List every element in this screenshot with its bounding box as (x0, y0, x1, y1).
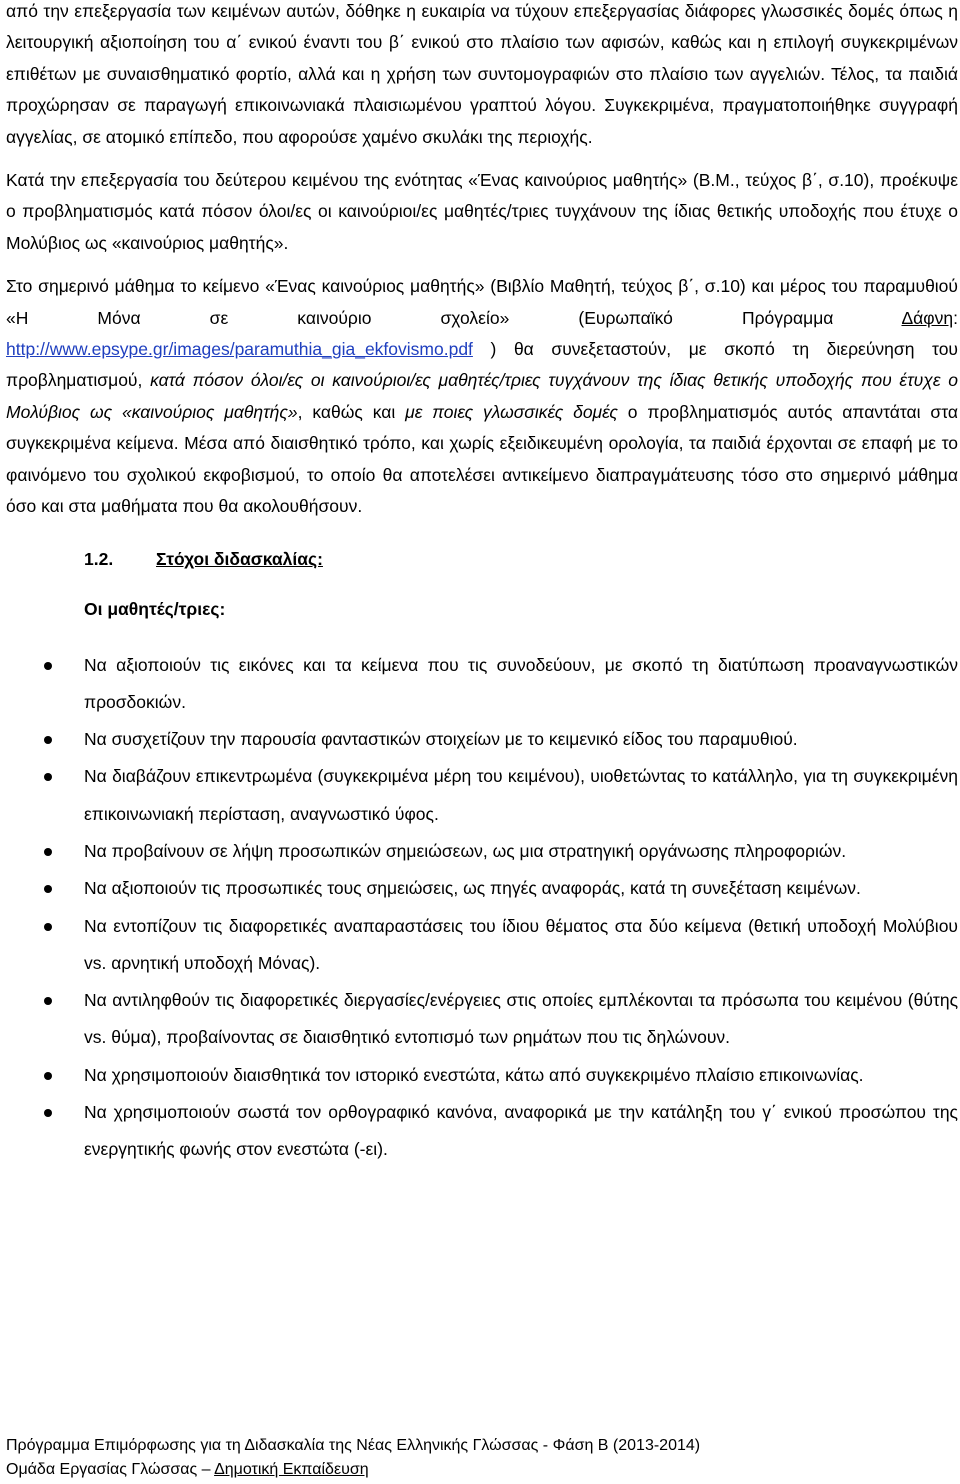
list-item (6, 758, 958, 833)
text-run: , καθώς και (297, 401, 406, 422)
spacer (6, 153, 958, 165)
bullet-icon (44, 848, 52, 856)
bullet-icon (44, 1109, 52, 1117)
bullet-icon (44, 885, 52, 893)
goals-list (6, 647, 958, 1169)
list-item (6, 1057, 958, 1094)
dafni-text: Δάφνη (901, 307, 954, 328)
bullet-icon (44, 736, 52, 744)
goal-text: Να διαβάζουν επικεντρωμένα (συγκεκριμένα μέρη του κειμένου), υιοθετώντας το κατάλληλο, για τη συγκεκριμένη επικοινωνιακή περίσταση, αναγνωστικό ύφος. (84, 766, 958, 824)
bullet-icon (44, 1072, 52, 1080)
spacer (6, 259, 958, 271)
paragraph-second-text: Κατά την επεξεργασία του δεύτερου κειμένου της ενότητας «Ένας καινούριος μαθητής» (Β.Μ., τεύχος β΄, σ.10), προέκυψε ο προβληματισμός κατά πόσον όλοι/ες οι καινούριοι/ες μαθητές/τριες τυγχάνουν της ίδιας θετικής υποδοχής που έτυχε ο Μολύβιος ως «καινούριος μαθητής». (6, 170, 958, 253)
footer-team (6, 1458, 700, 1482)
goal-text: Να χρησιμοποιούν σωστά τον ορθογραφικό κανόνα, αναφορικά με την κατάληξη του γ΄ ενικού προσώπου της ενεργητικής φωνής στον ενεστώτα (-ει). (84, 1102, 958, 1160)
text-run: ) θα συνεξεταστούν, με σκοπό τη διερεύνηση του προβληματισμού, (6, 339, 958, 391)
goal-text: Να αξιοποιούν τις προσωπικές τους σημειώσεις, ως πηγές αναφοράς, κατά τη συνεξέταση κειμένων. (84, 878, 861, 899)
footer-team-level: Δημοτική Εκπαίδευση (214, 1461, 369, 1478)
text-run: ο προβληματισμός αυτός απαντάται στα συγκεκριμένα κείμενα. Μέσα από διαισθητικό τρόπο, και χωρίς εξειδικευμένη ορολογία, τα παιδιά έρχονται σε επαφή με το φαινόμενο του σχολικού εκφοβισμού, το οποίο θα αποτελέσει αντικείμενο διαπραγμάτευσης τόσο στο σημερινό μάθημα όσο και στα μαθήματα που θα ακολουθήσουν. (6, 401, 958, 517)
section-title: Στόχοι διδασκαλίας: (156, 548, 323, 569)
list-item (6, 908, 958, 983)
list-item (6, 870, 958, 907)
emphasized-question: κατά πόσον όλοι/ες οι καινούριοι/ες μαθητές/τριες τυγχάνουν της ίδιας θετικής υποδοχής που έτυχε ο Μολύβιος ως «καινούριος μαθητής» (6, 370, 958, 422)
footer-team-prefix: Ομάδα Εργασίας Γλώσσας – (6, 1461, 215, 1478)
list-item (6, 647, 958, 722)
bullet-icon (44, 997, 52, 1005)
goal-text: Να αντιληφθούν τις διαφορετικές διεργασίες/ενέργειες στις οποίες εμπλέκονται τα πρόσωπα του κειμένου (θύτης vs. θύμα), προβαίνοντας σε διαισθητικό εντοπισμό των ρημάτων που τις δηλώνουν. (84, 990, 958, 1048)
section-number: 1.2. (84, 548, 114, 569)
list-item (6, 721, 958, 758)
page-footer (6, 1434, 700, 1482)
section-heading (84, 541, 958, 577)
goal-text: Να εντοπίζουν τις διαφορετικές αναπαραστάσεις του ίδιου θέματος στα δύο κείμενα (θετική υποδοχή Μολύβιου vs. αρνητική υποδοχή Μόνας). (84, 915, 958, 973)
bullet-icon (44, 923, 52, 931)
footer-program: Πρόγραμμα Επιμόρφωσης για τη Διδασκαλία της Νέας Ελληνικής Γλώσσας - Φάση Β (2013-2014) (6, 1437, 701, 1454)
text-run: : (953, 307, 958, 328)
bullet-icon (44, 773, 52, 781)
emphasized-structures: με ποιες γλωσσικές δομές (405, 401, 618, 422)
paragraph-lesson-description (6, 271, 958, 522)
paragraph-intro: από την επεξεργασία των κειμένων αυτών, δόθηκε η ευκαιρία να τύχουν επεξεργασίας διάφορες γλωσσικές δομές όπως η λειτουργική αξιοποίηση του α΄ ενικού έναντι του β΄ ενικού στο πλαίσιο των αφισών, καθώς και η επιλογή συγκεκριμένων επιθέτων με συναισθηματικό φορτίο, αλλά και η χρήση των συντομογραφιών στο πλαίσιο των αγγελιών. Τέλος, τα παιδιά προχώρησαν σε παραγωγή επικοινωνιακά πλαισιωμένου γραπτού λόγου. Συγκεκριμένα, πραγματοποιήθηκε συγγραφή αγγελίας, σε ατομικό επίπεδο, που αφορούσε χαμένο σκυλάκι της περιοχής. (6, 1, 958, 147)
list-item (6, 982, 958, 1057)
list-item (6, 1094, 958, 1169)
goal-text: Να συσχετίζουν την παρουσία φανταστικών στοιχείων με το κειμενικό είδος του παραμυθιού. (84, 729, 798, 750)
text-run: Στο σημερινό μάθημα το κείμενο «Ένας καινούριος μαθητής» (Βιβλίο Μαθητή, τεύχος β΄, σ.10) και μέρος του παραμυθιού «Η Μόνα σε καινούριο σχολείο» (Ευρωπαϊκό Πρόγραμμα (6, 276, 958, 328)
goal-text: Να αξιοποιούν τις εικόνες και τα κείμενα που τις συνοδεύουν, με σκοπό τη διατύπωση προαναγνωστικών προσδοκιών. (84, 654, 958, 712)
bullet-icon (44, 662, 52, 670)
document-page (6, 0, 958, 1169)
epsype-pdf-link[interactable]: http://www.epsype.gr/images/paramuthia_gia_ekfovismo.pdf (6, 339, 473, 360)
goal-text: Να προβαίνουν σε λήψη προσωπικών σημειώσεων, ως μια στρατηγική οργάνωσης πληροφοριών. (84, 840, 847, 861)
section-subtitle: Οι μαθητές/τριες: (84, 598, 226, 619)
list-item (6, 833, 958, 870)
goal-text: Να χρησιμοποιούν διαισθητικά τον ιστορικό ενεστώτα, κάτω από συγκεκριμένο πλαίσιο επικοινωνίας. (84, 1064, 864, 1085)
